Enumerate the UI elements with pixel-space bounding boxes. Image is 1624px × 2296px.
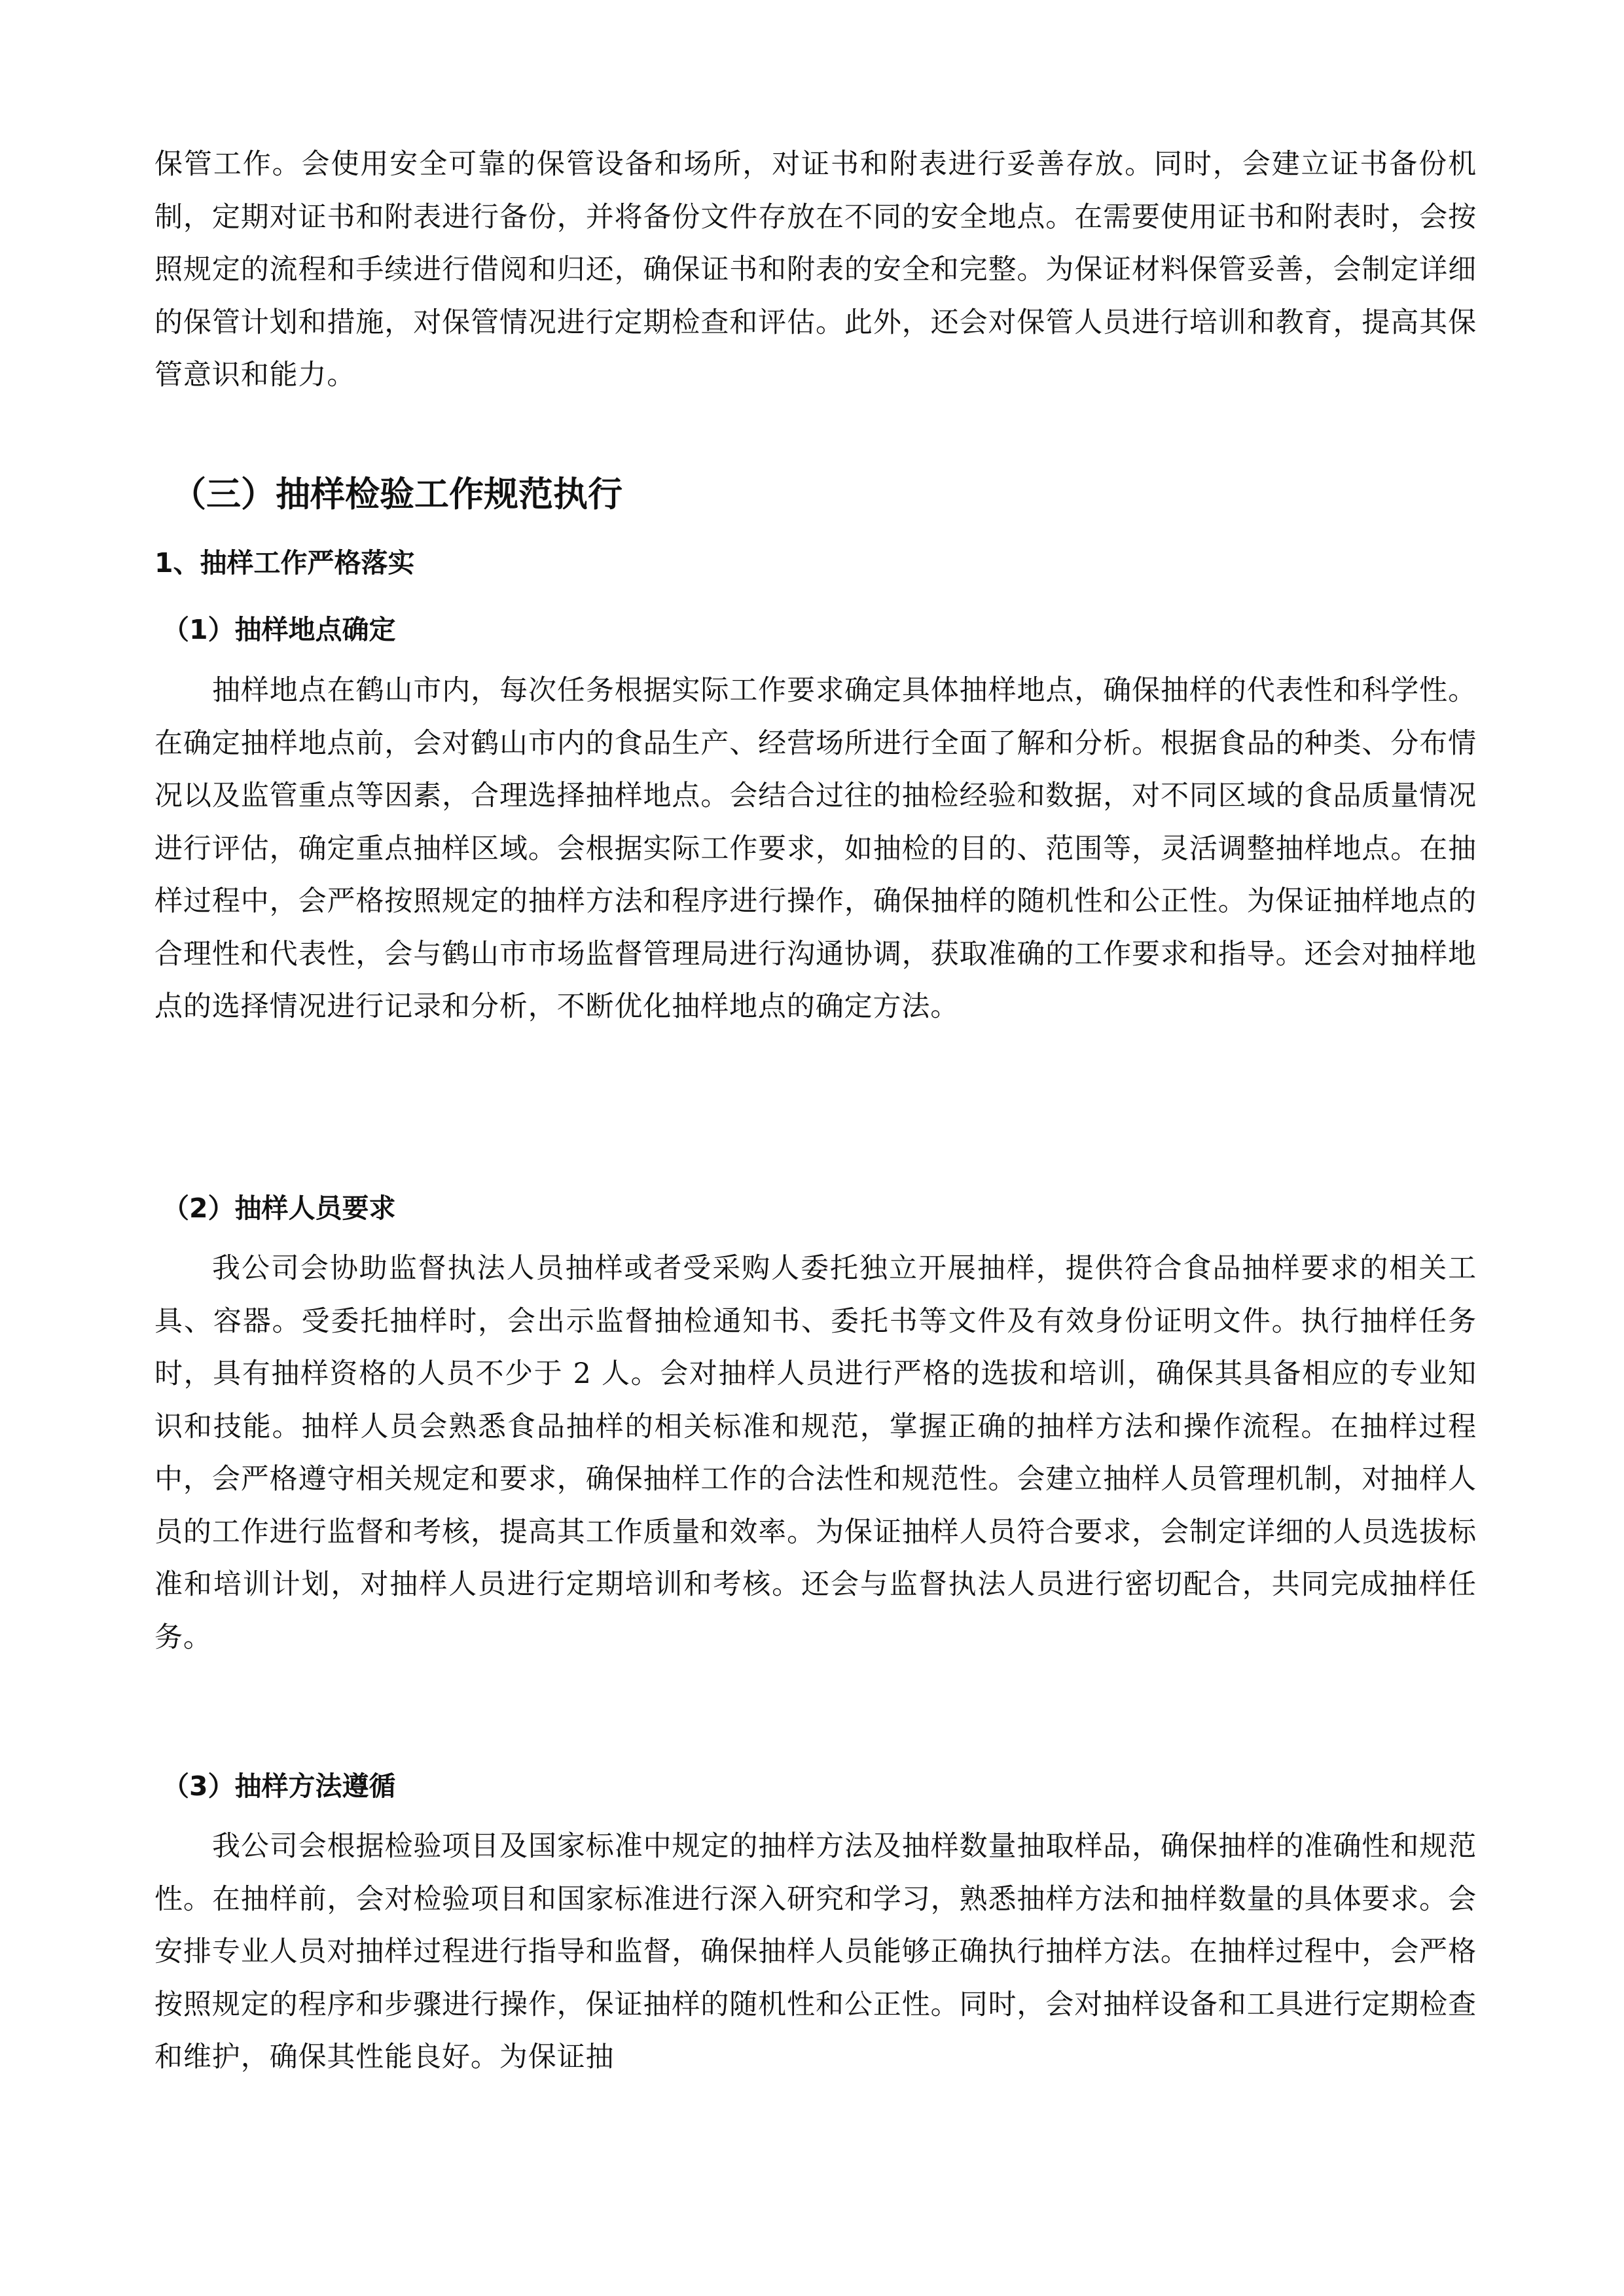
paragraph-personnel: [154, 1242, 1477, 1664]
paragraph-text: 我公司会协助监督执法人员抽样或者受采购人委托独立开展抽样，提供符合食品抽样要求的相关工具、容器。受委托抽样时，会出示监督抽检通知书、委托书等文件及有效身份证明文件。执行抽样任务时，具有抽样资格的人员不少于 2 人。会对抽样人员进行严格的选拔和培训，确保其具备相应的专业知识和技能。抽样人员会熟悉食品抽样的相关标准和规范，掌握正确的抽样方法和操作流程。在抽样过程中，会严格遵守相关规定和要求，确保抽样工作的合法性和规范性。会建立抽样人员管理机制，对抽样人员的工作进行监督和考核，提高其工作质量和效率。为保证抽样人员符合要求，会制定详细的人员选拔标准和培训计划，对抽样人员进行定期培训和考核。还会与监督执法人员进行密切配合，共同完成抽样任务。: [154, 1252, 1477, 1654]
paragraph-storage: [154, 138, 1477, 402]
item-heading-location: （1）抽样地点确定: [162, 614, 396, 645]
section-heading: （三）抽样检验工作规范执行: [171, 475, 623, 514]
paragraph-text: 我公司会根据检验项目及国家标准中规定的抽样方法及抽样数量抽取样品，确保抽样的准确性和规范性。在抽样前，会对检验项目和国家标准进行深入研究和学习，熟悉抽样方法和抽样数量的具体要求。会安排专业人员对抽样过程进行指导和监督，确保抽样人员能够正确执行抽样方法。在抽样过程中，会严格按照规定的程序和步骤进行操作，保证抽样的随机性和公正性。同时，会对抽样设备和工具进行定期检查和维护，确保其性能良好。为保证抽: [154, 1830, 1477, 2073]
paragraph-text: 保管工作。会使用安全可靠的保管设备和场所，对证书和附表进行妥善存放。同时，会建立证书备份机制，定期对证书和附表进行备份，并将备份文件存放在不同的安全地点。在需要使用证书和附表时，会按照规定的流程和手续进行借阅和归还，确保证书和附表的安全和完整。为保证材料保管妥善，会制定详细的保管计划和措施，对保管情况进行定期检查和评估。此外，还会对保管人员进行培训和教育，提高其保管意识和能力。: [154, 148, 1477, 391]
subsection-heading: 1、抽样工作严格落实: [154, 547, 415, 579]
paragraph-method: [154, 1820, 1477, 2084]
paragraph-location: [154, 664, 1477, 1033]
item-heading-personnel: （2）抽样人员要求: [162, 1193, 396, 1224]
item-heading-method: （3）抽样方法遵循: [162, 1770, 396, 1802]
paragraph-text: 抽样地点在鹤山市内，每次任务根据实际工作要求确定具体抽样地点，确保抽样的代表性和科学性。在确定抽样地点前，会对鹤山市内的食品生产、经营场所进行全面了解和分析。根据食品的种类、分布情况以及监管重点等因素，合理选择抽样地点。会结合过往的抽检经验和数据，对不同区域的食品质量情况进行评估，确定重点抽样区域。会根据实际工作要求，如抽检的目的、范围等，灵活调整抽样地点。在抽样过程中，会严格按照规定的抽样方法和程序进行操作，确保抽样的随机性和公正性。为保证抽样地点的合理性和代表性，会与鹤山市市场监督管理局进行沟通协调，获取准确的工作要求和指导。还会对抽样地点的选择情况进行记录和分析，不断优化抽样地点的确定方法。: [154, 674, 1477, 1023]
